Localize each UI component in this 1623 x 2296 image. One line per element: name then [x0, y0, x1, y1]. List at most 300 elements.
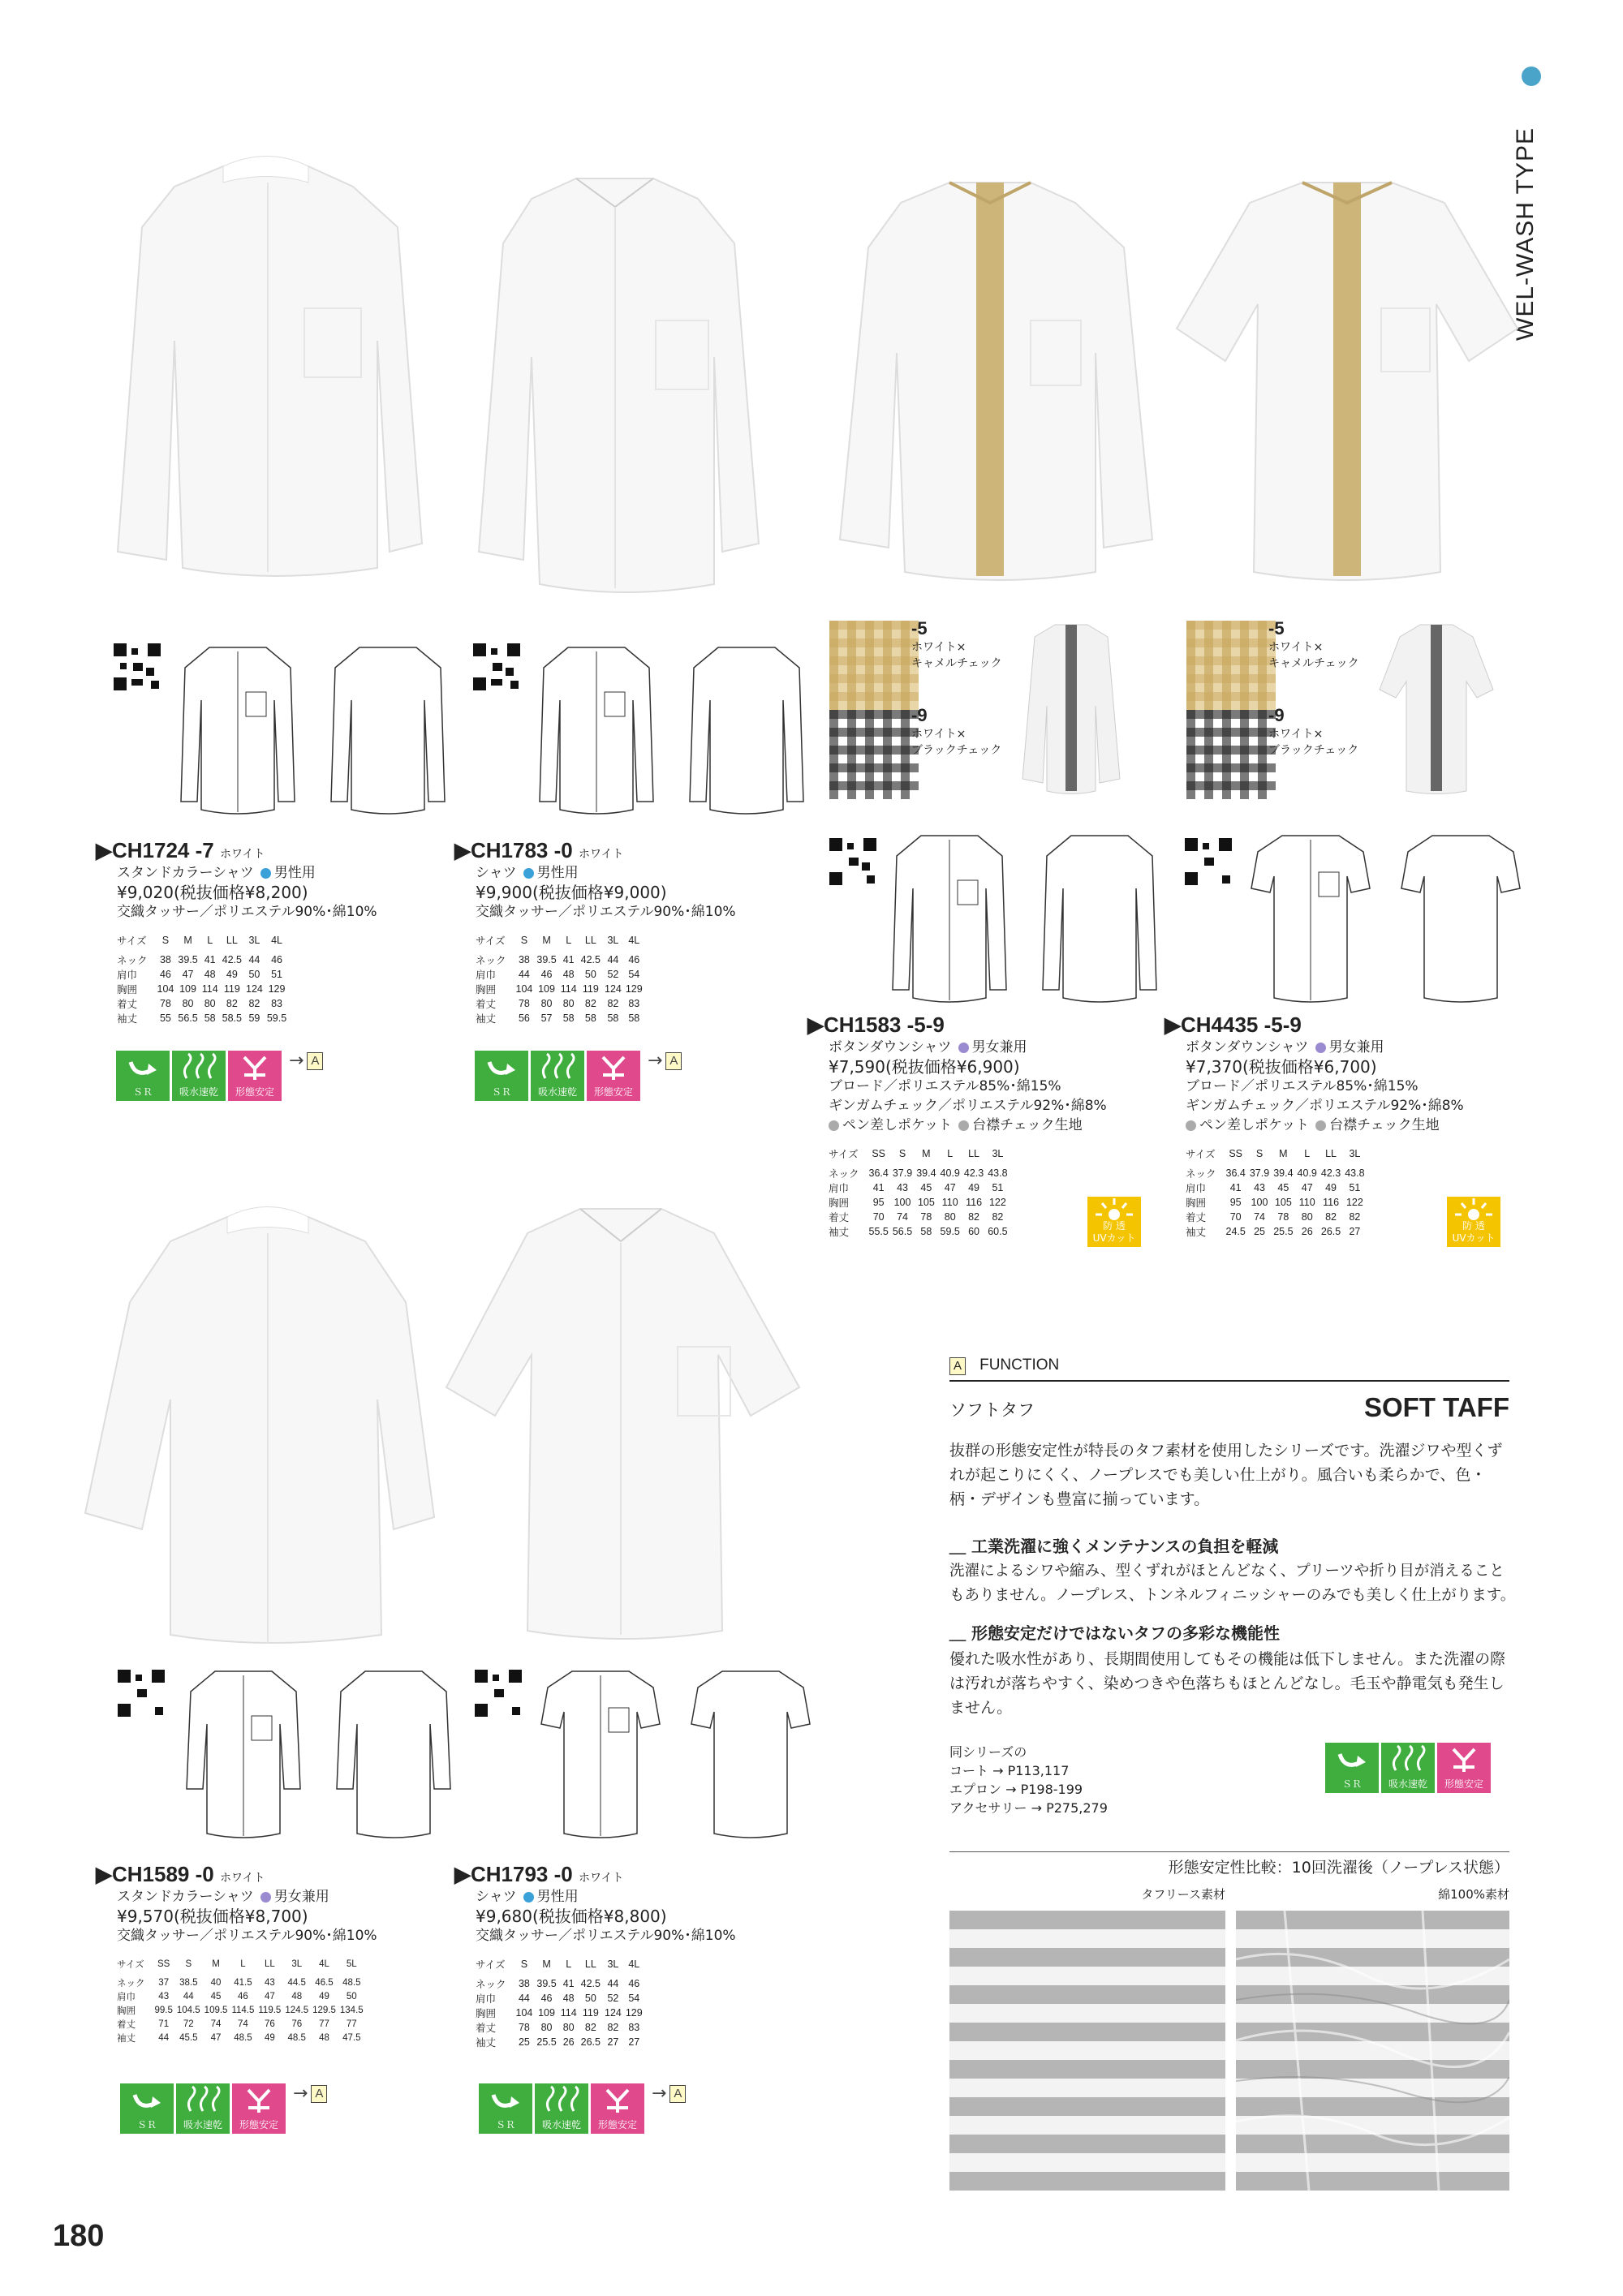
size-value-cell: 42.5	[580, 1978, 601, 1989]
size-value-cell: M	[183, 935, 192, 946]
size-label-cell: 袖丈	[1186, 1227, 1207, 1238]
function-heading-1: ＿ 工業洗濯に強くメンテナンスの負担を軽減	[949, 1537, 1279, 1556]
size-value-cell: M	[542, 1958, 551, 1970]
size-value-cell: 60.5	[988, 1226, 1008, 1237]
qr-code-icon[interactable]	[1185, 838, 1232, 885]
size-value-cell: 129.5	[312, 2005, 336, 2015]
function-intro: 抜群の形態安定性が特長のタフ素材を使用したシリーズです。洗濯ジワや型くずれが起こりにくく、ノープレスでも美しい仕上がり。風合いも柔らかで、色・柄・デザインも豊富に揃っています。	[949, 1442, 1503, 1508]
series-link-apron[interactable]: エプロン → P198-199	[949, 1782, 1083, 1797]
size-value-cell: 54	[628, 1993, 640, 2004]
shirt-photo-ch4435	[1169, 166, 1526, 588]
size-value-cell: 80	[562, 2022, 575, 2033]
sr-icon: ＳＲ	[116, 1051, 170, 1101]
gender-dot	[260, 868, 271, 879]
size-value-cell: L	[240, 1958, 246, 1969]
size-value-cell: 59	[248, 1013, 260, 1024]
size-label-cell: 袖丈	[117, 1013, 138, 1025]
size-value-cell: 47	[1301, 1182, 1313, 1193]
size-label-cell: 着丈	[1186, 1212, 1207, 1223]
size-label-cell: 袖丈	[117, 2033, 136, 2044]
size-row	[829, 1166, 1012, 1180]
size-value-cell: L	[947, 1148, 954, 1159]
size-value-cell: 122	[1345, 1197, 1363, 1208]
size-value-cell: 80	[944, 1211, 956, 1223]
size-value-cell: 119	[223, 983, 240, 995]
size-row	[476, 952, 647, 967]
size-value-cell: 82	[607, 2022, 619, 2033]
size-value-cell: 41	[204, 954, 216, 965]
product-name-line: シャツ 男性用	[476, 865, 579, 881]
size-value-cell: 56	[518, 1013, 530, 1024]
size-value-cell: 55.5	[868, 1226, 889, 1237]
sr-icon: ＳＲ	[120, 2083, 174, 2134]
size-value-cell: 50	[584, 969, 596, 980]
size-value-cell: 77	[319, 2019, 329, 2029]
qr-code-icon[interactable]	[475, 1670, 522, 1717]
size-value-cell: 39.4	[1273, 1167, 1294, 1179]
size-label-cell: 胸囲	[476, 2008, 497, 2019]
size-label-cell: 肩巾	[476, 1993, 497, 2005]
size-label-cell: 胸囲	[476, 984, 497, 995]
size-value-cell: 46	[540, 1993, 553, 2004]
size-value-cell: 43.8	[988, 1167, 1008, 1179]
function-para-1: 洗濯によるシワや縮み、型くずれがほとんどなく、プリーツや折り目が消えることもありません。ノープレス、トンネルフィニッシャーのみでも美しく仕上がります。	[949, 1563, 1516, 1604]
qr-code-icon[interactable]	[829, 838, 876, 885]
size-row	[476, 1976, 647, 1991]
uv-cut-icon: 防 透 UVカット	[1087, 1197, 1141, 1247]
size-value-cell: 36.4	[868, 1167, 889, 1179]
line-drawing-ch1589	[183, 1659, 467, 1842]
size-value-cell: 36.4	[1225, 1167, 1246, 1179]
size-row	[829, 1210, 1012, 1224]
size-value-cell: 105	[1274, 1197, 1292, 1208]
size-value-cell: S	[520, 1958, 528, 1970]
size-value-cell: 78	[518, 998, 530, 1009]
size-value-cell: 48	[204, 969, 216, 980]
size-value-cell: L	[1304, 1148, 1311, 1159]
size-label-cell: ネック	[1186, 1168, 1216, 1180]
size-value-cell: 57	[540, 1013, 553, 1024]
size-value-cell: M	[1279, 1148, 1288, 1159]
size-value-cell: 39.5	[178, 954, 198, 965]
size-header-row	[476, 1957, 647, 1976]
size-value-cell: 70	[1229, 1211, 1242, 1223]
quick-dry-icon: 吸水速乾	[531, 1051, 584, 1101]
size-value-cell: 44	[248, 954, 260, 965]
size-label-cell: 袖丈	[476, 1013, 497, 1025]
size-label-cell: 袖丈	[476, 2037, 497, 2049]
compare-label-right: 綿100%素材	[1438, 1887, 1509, 1902]
size-value-cell: 4L	[628, 935, 640, 946]
size-value-cell: 47	[264, 1991, 275, 2001]
series-link-coat[interactable]: コート → P113,117	[949, 1763, 1070, 1778]
size-value-cell: 50	[584, 1993, 596, 2004]
size-value-cell: 45.5	[179, 2032, 198, 2043]
size-value-cell: 4L	[319, 1958, 329, 1969]
size-value-cell: 44.5	[287, 1977, 306, 1988]
function-badges	[475, 1051, 682, 1101]
swatch-code: -9	[1268, 705, 1285, 725]
size-value-cell: 48.5	[287, 2032, 306, 2043]
size-value-cell: 59.5	[266, 1013, 287, 1024]
shirt-variant-photo-4435	[1375, 617, 1497, 795]
size-value-cell: 82	[1325, 1211, 1337, 1223]
size-value-cell: 47	[944, 1182, 956, 1193]
product-features: ペン差しポケット 台襟チェック生地	[1186, 1116, 1464, 1135]
size-value-cell: 3L	[248, 935, 260, 946]
size-row	[117, 996, 291, 1011]
size-header-row	[829, 1146, 1012, 1166]
size-value-cell: 43	[264, 1977, 275, 1988]
size-value-cell: 45	[1277, 1182, 1289, 1193]
product-material: ブロード／ポリエステル85%･綿15%	[829, 1078, 1061, 1094]
size-value-cell: 72	[183, 2019, 194, 2029]
size-row	[117, 1976, 368, 1989]
product-ch1724	[96, 838, 377, 1025]
size-value-cell: 124	[605, 983, 622, 995]
compare-rule	[949, 1851, 1509, 1852]
size-value-cell: 114	[560, 983, 577, 995]
size-label-cell: ネック	[829, 1168, 859, 1180]
product-material: ブロード／ポリエステル85%･綿15%	[1186, 1078, 1419, 1094]
form-stable-icon: 形態安定	[591, 2083, 644, 2134]
size-value-cell: SS	[157, 1958, 170, 1969]
size-value-cell: M	[922, 1148, 931, 1159]
size-value-cell: 43	[158, 1991, 170, 2001]
product-price: ¥9,900(税抜価格¥9,000)	[476, 883, 667, 902]
size-row	[117, 2003, 368, 2017]
qr-code-icon[interactable]	[114, 643, 161, 690]
product-material: 交織タッサー／ポリエステル90%･綿10%	[476, 1928, 736, 1944]
function-badges	[479, 2083, 686, 2134]
size-value-cell: 119.5	[258, 2005, 282, 2015]
size-value-cell: 110	[1298, 1197, 1315, 1208]
product-ch4435	[1165, 1013, 1464, 1239]
size-row	[117, 1989, 368, 2003]
size-label-cell: サイズ	[117, 1959, 144, 1970]
size-value-cell: 37	[158, 1977, 170, 1988]
size-value-cell: 4L	[628, 1958, 640, 1970]
size-value-cell: 38	[159, 954, 171, 965]
size-label-cell: 袖丈	[829, 1227, 850, 1238]
swatch-line1: ホワイト×	[911, 728, 966, 741]
product-material: 交織タッサー／ポリエステル90%･綿10%	[117, 1928, 377, 1944]
product-price: ¥9,020(税抜価格¥8,200)	[117, 883, 308, 902]
size-value-cell: S	[161, 935, 170, 946]
product-name-line: シャツ 男性用	[476, 1889, 579, 1905]
size-table	[117, 1957, 368, 2044]
size-value-cell: 44	[518, 1993, 530, 2004]
qr-code-icon[interactable]	[473, 643, 520, 690]
size-label-cell: サイズ	[476, 935, 506, 947]
size-value-cell: 44	[183, 1991, 194, 2001]
size-value-cell: 80	[562, 998, 575, 1009]
size-value-cell: SS	[1229, 1148, 1243, 1159]
size-value-cell: 95	[872, 1197, 885, 1208]
product-material: 交織タッサー／ポリエステル90%･綿10%	[117, 904, 377, 920]
form-stable-icon: 形態安定	[228, 1051, 282, 1101]
line-drawing-ch1783	[536, 635, 820, 818]
size-value-cell: 4L	[271, 935, 282, 946]
size-value-cell: S	[185, 1958, 192, 1969]
side-title: WEL-WASH TYPE	[1512, 127, 1539, 341]
size-label-cell: 肩巾	[476, 970, 497, 981]
size-header-row	[1186, 1146, 1369, 1166]
size-label-cell: 肩巾	[117, 1992, 136, 2002]
size-row	[829, 1195, 1012, 1210]
size-value-cell: 80	[204, 998, 216, 1009]
size-value-cell: 52	[607, 1993, 619, 2004]
size-value-cell: M	[542, 935, 551, 946]
size-table	[476, 933, 647, 1025]
size-value-cell: 119	[582, 2007, 599, 2019]
size-row	[476, 967, 647, 982]
size-value-cell: 82	[226, 998, 238, 1009]
size-value-cell: 48	[562, 969, 575, 980]
size-value-cell: 119	[582, 983, 599, 995]
size-value-cell: 134.5	[339, 2005, 364, 2015]
function-a-reference: → A	[652, 2083, 686, 2104]
size-value-cell: 25.5	[536, 2036, 557, 2048]
size-value-cell: 76	[264, 2019, 275, 2029]
size-value-cell: 114	[201, 983, 218, 995]
line-drawing-ch1583	[889, 823, 1173, 1006]
size-label-cell: ネック	[117, 955, 148, 966]
size-value-cell: 46	[540, 969, 553, 980]
size-table	[1186, 1146, 1369, 1239]
size-value-cell: LL	[264, 1958, 275, 1969]
size-row	[117, 967, 291, 982]
size-value-cell: 3L	[607, 1958, 619, 1970]
size-value-cell: 40	[210, 1977, 222, 1988]
size-row	[1186, 1195, 1369, 1210]
size-value-cell: 83	[628, 2022, 640, 2033]
size-row	[829, 1180, 1012, 1195]
size-value-cell: 51	[992, 1182, 1004, 1193]
size-value-cell: 37.9	[1249, 1167, 1270, 1179]
size-value-cell: 39.5	[536, 1978, 557, 1989]
function-name-en: SOFT TAFF	[1363, 1392, 1509, 1422]
size-value-cell: 82	[968, 1211, 980, 1223]
size-value-cell: 46	[628, 954, 640, 965]
function-title-row	[949, 1392, 1509, 1422]
size-table	[117, 933, 291, 1025]
size-value-cell: 27	[1349, 1226, 1361, 1237]
size-value-cell: 109	[179, 983, 196, 995]
shirt-photo-ch1783	[471, 162, 763, 600]
size-value-cell: 60	[968, 1226, 980, 1237]
size-value-cell: 76	[291, 2019, 303, 2029]
size-header-row	[476, 933, 647, 952]
quick-dry-icon: 吸水速乾	[535, 2083, 588, 2134]
function-badges	[1447, 1197, 1500, 1247]
qr-code-icon[interactable]	[118, 1670, 165, 1717]
size-value-cell: 45	[210, 1991, 222, 2001]
size-value-cell: 49	[264, 2032, 275, 2043]
size-value-cell: 74	[897, 1211, 908, 1223]
size-value-cell: 3L	[1349, 1148, 1361, 1159]
size-value-cell: 47	[210, 2032, 222, 2043]
swatch-line1: ホワイト×	[911, 641, 966, 654]
product-price: ¥9,680(税抜価格¥8,800)	[476, 1907, 667, 1926]
form-stable-icon: 形態安定	[1437, 1743, 1491, 1793]
function-badges	[120, 2083, 327, 2134]
product-material2: ギンガムチェック／ポリエステル92%･綿8%	[1186, 1098, 1464, 1114]
series-link-accessory[interactable]: アクセサリー → P275,279	[949, 1800, 1108, 1816]
size-value-cell: M	[212, 1958, 220, 1969]
size-row	[476, 1991, 647, 2006]
gender-dot	[958, 1043, 969, 1053]
size-value-cell: 124	[605, 2007, 622, 2019]
size-value-cell: 58	[920, 1226, 932, 1237]
compare-label-left: タフリース素材	[1141, 1887, 1225, 1902]
size-value-cell: 105	[917, 1197, 935, 1208]
size-value-cell: 3L	[992, 1148, 1004, 1159]
product-name-line: スタンドカラーシャツ 男女兼用	[117, 1889, 329, 1905]
size-value-cell: 82	[1349, 1211, 1361, 1223]
size-value-cell: 25	[518, 2036, 530, 2048]
size-value-cell: 82	[607, 998, 619, 1009]
size-value-cell: 51	[271, 969, 282, 980]
size-value-cell: 129	[625, 983, 643, 995]
size-value-cell: 27	[607, 2036, 619, 2048]
size-row	[117, 952, 291, 967]
size-value-cell: S	[898, 1148, 906, 1159]
size-value-cell: 49	[226, 969, 238, 980]
size-value-cell: 54	[628, 969, 640, 980]
product-code: ▶CH1589 -0 ホワイト	[96, 1862, 265, 1886]
size-value-cell: 77	[346, 2019, 357, 2029]
gender-dot	[260, 1892, 271, 1903]
size-value-cell: 41	[872, 1182, 885, 1193]
size-value-cell: 46	[238, 1991, 248, 2001]
swatch-camel-check-1	[829, 621, 919, 710]
size-label-cell: 着丈	[476, 999, 497, 1010]
size-value-cell: 26.5	[1320, 1226, 1341, 1237]
size-value-cell: 58	[584, 1013, 596, 1024]
size-label-cell: 胸囲	[829, 1197, 850, 1209]
size-value-cell: 42.3	[1320, 1167, 1341, 1179]
size-value-cell: 47	[182, 969, 194, 980]
size-value-cell: 48	[291, 1991, 303, 2001]
size-value-cell: 78	[518, 2022, 530, 2033]
function-para-2: 優れた吸水性があり、長期間使用してもその機能は低下しません。また洗濯の際は汚れが落ちやすく、染めつきや色落ちもほとんどなし。毛玉や静電気も発生しません。	[949, 1650, 1506, 1717]
size-value-cell: LL	[226, 935, 238, 946]
size-value-cell: 104	[515, 2007, 533, 2019]
size-value-cell: 3L	[291, 1958, 303, 1969]
size-value-cell: 24.5	[1225, 1226, 1246, 1237]
size-table	[476, 1957, 647, 2049]
size-label-cell: ネック	[476, 955, 506, 966]
product-code: ▶CH1583 -5-9	[807, 1013, 945, 1037]
size-value-cell: 41	[562, 1978, 575, 1989]
product-price: ¥7,590(税抜価格¥6,900)	[829, 1057, 1020, 1077]
function-name-ja: ソフトタフ	[949, 1400, 1035, 1420]
size-value-cell: 40.9	[940, 1167, 960, 1179]
product-material: 交織タッサー／ポリエステル90%･綿10%	[476, 904, 736, 920]
swatch-line2: キャメルチェック	[911, 657, 1002, 670]
product-ch1783	[454, 838, 736, 1025]
size-label-cell: サイズ	[476, 1959, 506, 1971]
gender-dot	[523, 868, 534, 879]
size-value-cell: 45	[920, 1182, 932, 1193]
size-value-cell: 116	[1323, 1197, 1340, 1208]
size-row	[117, 1011, 291, 1025]
size-value-cell: 124	[246, 983, 263, 995]
product-name-line: スタンドカラーシャツ 男性用	[117, 865, 316, 881]
size-value-cell: 124.5	[285, 2005, 309, 2015]
size-value-cell: 82	[992, 1211, 1004, 1223]
size-value-cell: 48.5	[342, 1977, 361, 1988]
size-label-cell: 肩巾	[117, 970, 138, 981]
compare-title: 形態安定性比較：10回洗濯後（ノープレス状態）	[1168, 1859, 1509, 1877]
size-value-cell: 100	[1251, 1197, 1268, 1208]
swatch-black-check-1	[829, 710, 919, 799]
size-row	[829, 1224, 1012, 1239]
product-features: ペン差しポケット 台襟チェック生地	[829, 1116, 1107, 1135]
size-value-cell: L	[566, 1958, 572, 1970]
fabric-sample-taff	[949, 1911, 1225, 2191]
size-value-cell: 100	[893, 1197, 911, 1208]
size-value-cell: LL	[1325, 1148, 1337, 1159]
size-value-cell: 78	[1277, 1211, 1289, 1223]
quick-dry-icon: 吸水速乾	[176, 2083, 230, 2134]
size-value-cell: 83	[628, 998, 640, 1009]
swatch-line2: ブラックチェック	[1268, 744, 1359, 757]
series-title: 同シリーズの	[949, 1744, 1027, 1760]
size-value-cell: 41.5	[234, 1977, 252, 1988]
swatch-line1: ホワイト×	[1268, 728, 1324, 741]
size-value-cell: SS	[872, 1148, 886, 1159]
function-label: FUNCTION	[979, 1357, 1060, 1374]
size-value-cell: 56.5	[892, 1226, 913, 1237]
sr-icon: ＳＲ	[1325, 1743, 1379, 1793]
size-value-cell: 44	[607, 1978, 619, 1989]
size-value-cell: 44	[158, 2032, 170, 2043]
function-badges	[1325, 1743, 1491, 1793]
size-value-cell: 58	[607, 1013, 619, 1024]
size-value-cell: 83	[271, 998, 282, 1009]
product-price: ¥7,370(税抜価格¥6,700)	[1186, 1057, 1377, 1077]
shirt-photo-ch1589	[81, 1197, 438, 1651]
size-value-cell: 116	[966, 1197, 983, 1208]
product-name-line: ボタンダウンシャツ 男女兼用	[1186, 1039, 1384, 1056]
size-row	[476, 2020, 647, 2035]
size-value-cell: 44	[518, 969, 530, 980]
form-stable-icon: 形態安定	[587, 1051, 640, 1101]
swatch-label-9b	[1268, 707, 1358, 759]
function-a-reference: → A	[648, 1051, 682, 1071]
size-label-cell: 着丈	[117, 2019, 136, 2030]
size-value-cell: 59.5	[940, 1226, 960, 1237]
product-ch1583	[807, 1013, 1107, 1239]
swatch-line1: ホワイト×	[1268, 641, 1324, 654]
size-label-cell: 着丈	[829, 1212, 850, 1223]
size-row	[117, 2031, 368, 2044]
product-price: ¥9,570(税抜価格¥8,700)	[117, 1907, 308, 1926]
swatch-label-5b	[1268, 618, 1359, 672]
size-value-cell: 46	[159, 969, 171, 980]
product-material2: ギンガムチェック／ポリエステル92%･綿8%	[829, 1098, 1107, 1114]
size-value-cell: S	[520, 935, 528, 946]
size-value-cell: 74	[1254, 1211, 1265, 1223]
swatch-code: -5	[911, 618, 928, 638]
size-value-cell: 39.5	[536, 954, 557, 965]
size-row	[476, 2006, 647, 2020]
size-value-cell: LL	[584, 935, 596, 946]
size-value-cell: 38.5	[179, 1977, 198, 1988]
size-row	[476, 982, 647, 996]
